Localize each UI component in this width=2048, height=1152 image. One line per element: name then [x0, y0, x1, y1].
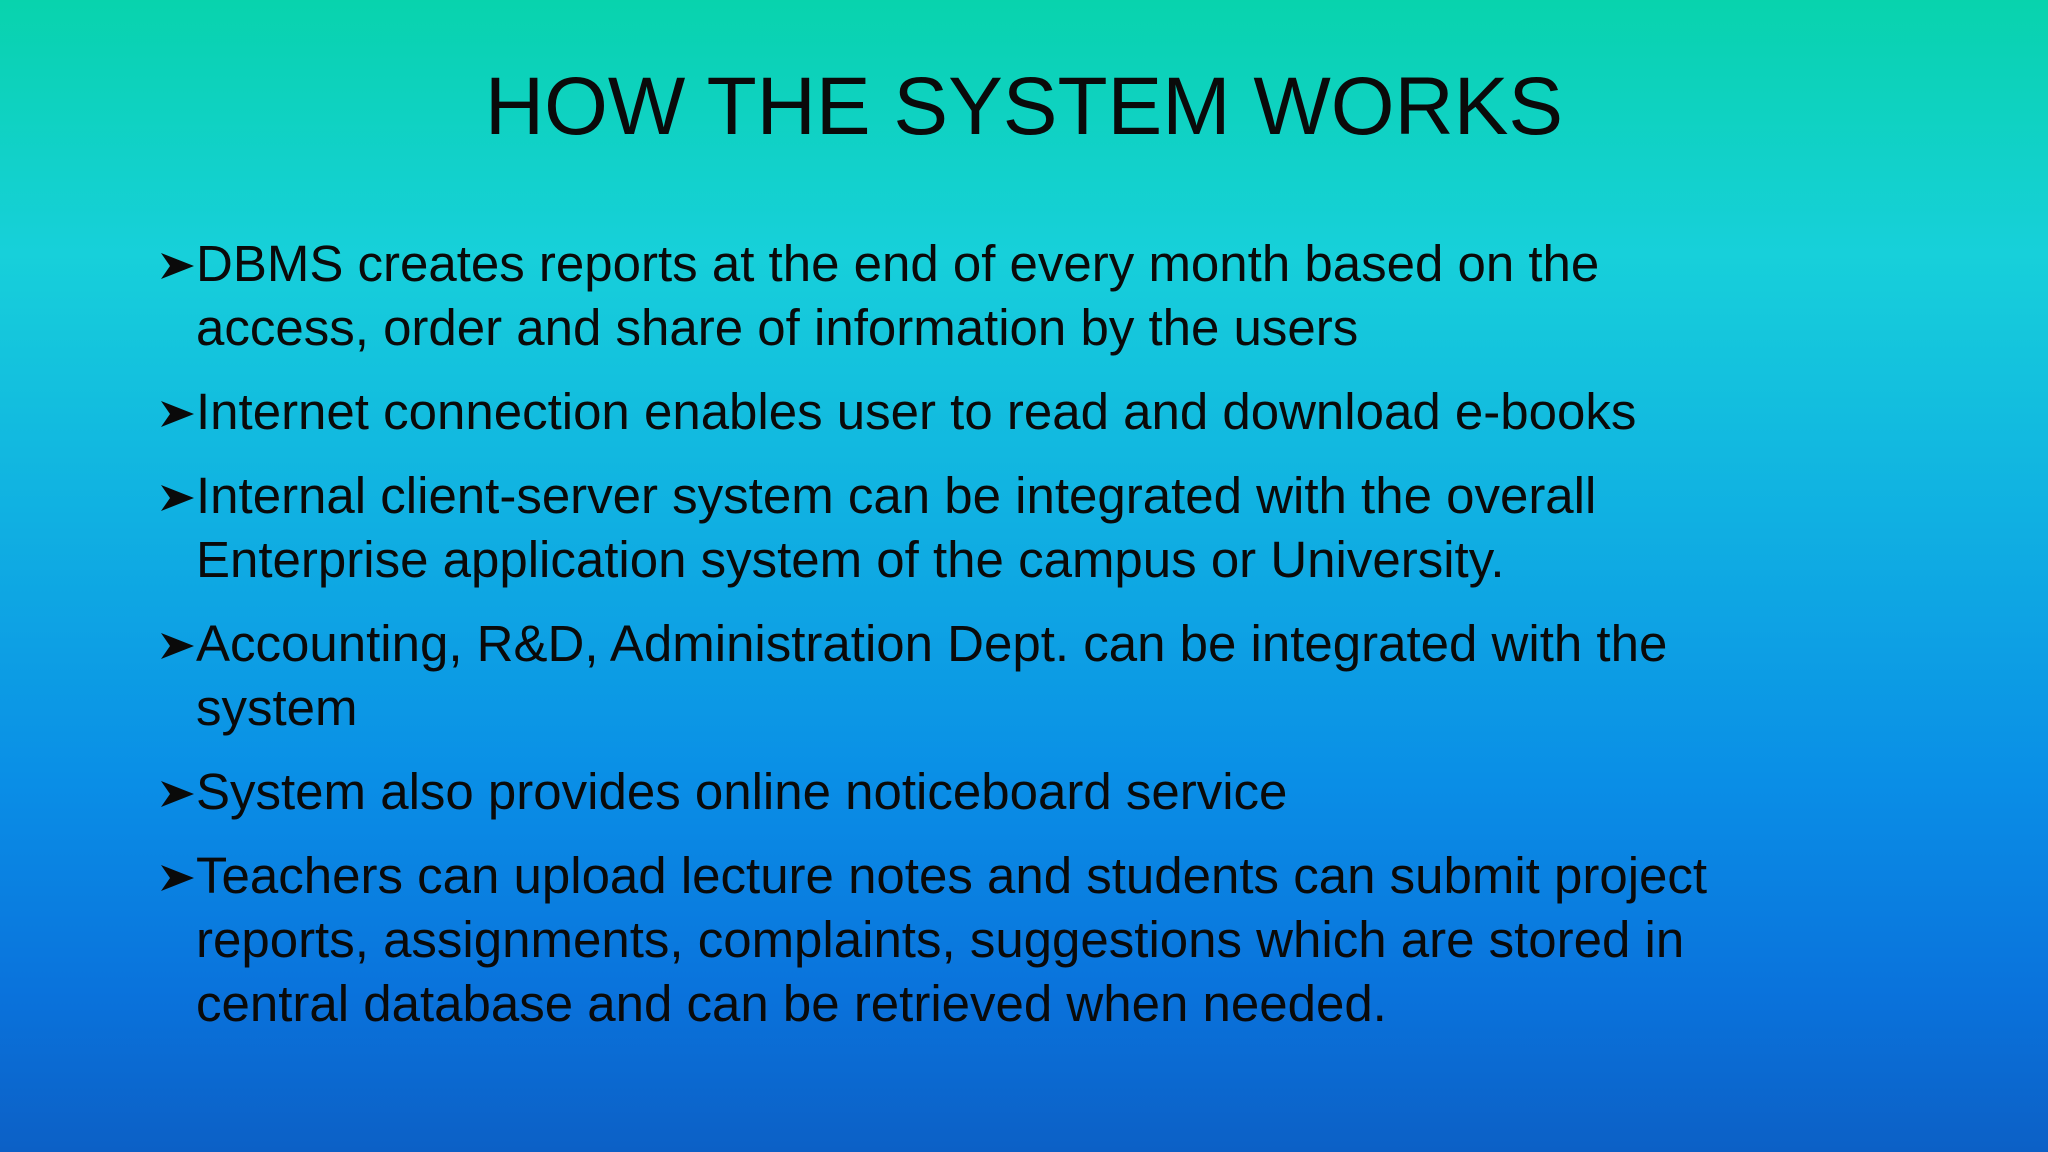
- bullet-item: [158, 844, 1918, 1036]
- bullet-item: [158, 232, 1918, 360]
- arrowhead-bullet-icon: [158, 612, 198, 676]
- slide-title: HOW THE SYSTEM WORKS: [484, 61, 1564, 152]
- arrowhead-bullet-icon: [158, 232, 198, 296]
- bullet-item: [158, 380, 1918, 444]
- bullet-item: [158, 760, 1918, 824]
- bullet-text: System also provides online noticeboard service: [196, 763, 1288, 820]
- arrowhead-bullet-icon: [158, 380, 198, 444]
- arrowhead-bullet-icon: [158, 760, 198, 824]
- bullet-text: Accounting, R&D, Administration Dept. can be integrated with the system: [196, 615, 1668, 736]
- bullet-text: Teachers can upload lecture notes and students can submit project reports, assignments, complaints, suggestions which are stored in central database and can be retrieved when needed.: [196, 847, 1708, 1032]
- bullet-text: DBMS creates reports at the end of every month based on the access, order and share of information by the users: [196, 235, 1600, 356]
- arrowhead-bullet-icon: [158, 844, 198, 908]
- arrowhead-bullet-icon: [158, 464, 198, 528]
- bullet-item: [158, 612, 1918, 740]
- bullet-item: [158, 464, 1918, 592]
- bullet-text: Internet connection enables user to read and download e-books: [196, 383, 1637, 440]
- bullet-text: Internal client-server system can be integrated with the overall Enterprise application system of the campus or University.: [196, 467, 1597, 588]
- bullet-list: [158, 232, 1918, 1056]
